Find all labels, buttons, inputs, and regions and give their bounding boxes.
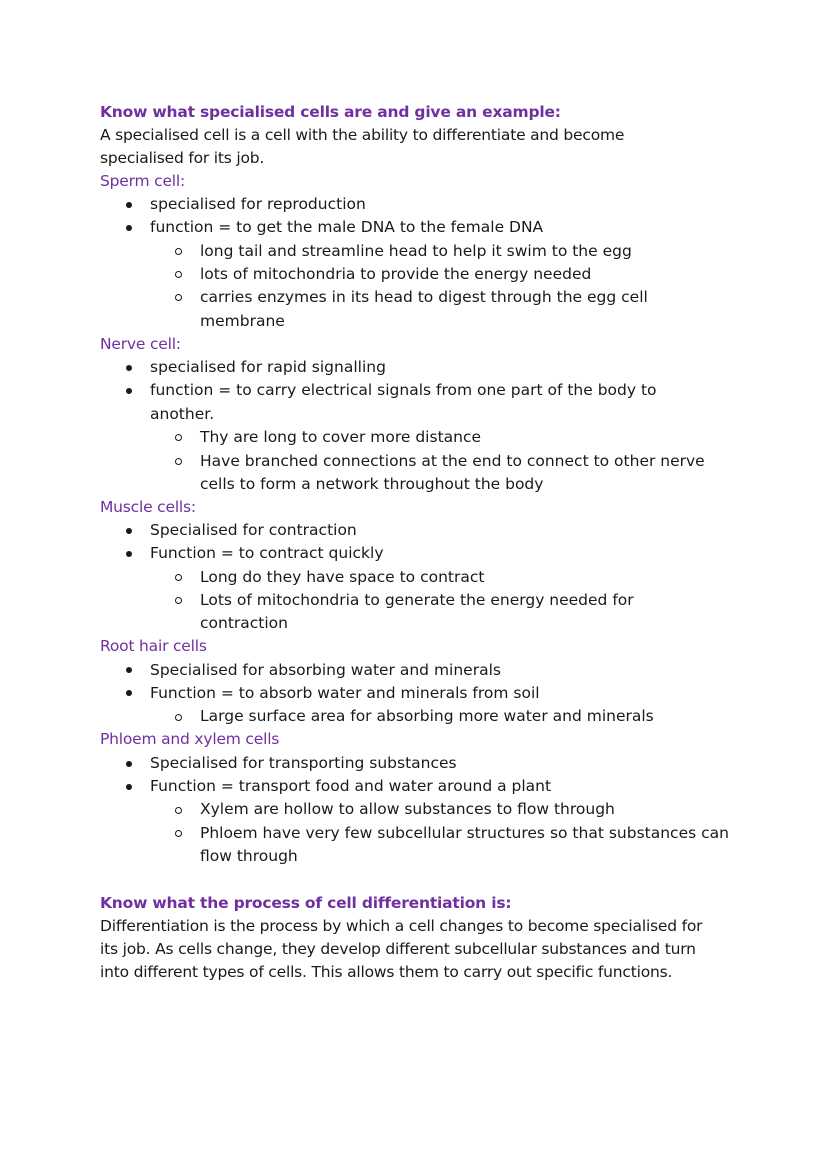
bullet-icon xyxy=(126,690,132,696)
bullet-icon xyxy=(126,202,132,208)
sub-list-item: long tail and streamline head to help it swim to the egg xyxy=(200,242,632,260)
root-hair-cells-title: Root hair cells xyxy=(100,637,207,655)
bullet-icon xyxy=(126,784,132,790)
paragraph-line: into different types of cells. This allows them to carry out specific functions. xyxy=(100,963,673,981)
nerve-cell-title: Nerve cell: xyxy=(100,335,181,353)
sub-bullet-icon xyxy=(175,458,182,465)
sub-list-item: Phloem have very few subcellular structures so that substances can xyxy=(200,824,729,842)
bullet-icon xyxy=(126,528,132,534)
sub-list-item: lots of mitochondria to provide the energy needed xyxy=(200,265,592,283)
sub-bullet-icon xyxy=(175,830,182,837)
sub-bullet-icon xyxy=(175,574,182,581)
sub-list-item: Long do they have space to contract xyxy=(200,568,485,586)
sub-list-item-continued: cells to form a network throughout the body xyxy=(200,475,544,493)
sub-list-item: Xylem are hollow to allow substances to flow through xyxy=(200,800,615,818)
sub-list-item-continued: membrane xyxy=(200,312,285,330)
list-item: specialised for reproduction xyxy=(150,195,366,213)
sperm-cell-title: Sperm cell: xyxy=(100,172,186,190)
list-item: Function = to absorb water and minerals from soil xyxy=(150,684,540,702)
sub-bullet-icon xyxy=(175,248,182,255)
sub-list-item-continued: flow through xyxy=(200,847,298,865)
sub-list-item-continued: contraction xyxy=(200,614,288,632)
bullet-icon xyxy=(126,551,132,557)
bullet-icon xyxy=(126,388,132,394)
sub-list-item: Large surface area for absorbing more water and minerals xyxy=(200,707,654,725)
bullet-icon xyxy=(126,225,132,231)
intro-text-line: A specialised cell is a cell with the ability to differentiate and become xyxy=(100,126,625,144)
list-item: function = to carry electrical signals from one part of the body to xyxy=(150,381,657,399)
list-item-continued: another. xyxy=(150,405,215,423)
sub-list-item: Thy are long to cover more distance xyxy=(200,428,482,446)
sub-bullet-icon xyxy=(175,294,182,301)
list-item: function = to get the male DNA to the female DNA xyxy=(150,218,544,236)
intro-text-line: specialised for its job. xyxy=(100,149,265,167)
paragraph-line: its job. As cells change, they develop different subcellular substances and turn xyxy=(100,940,696,958)
bullet-icon xyxy=(126,365,132,371)
sub-list-item: Have branched connections at the end to connect to other nerve xyxy=(200,452,705,470)
sub-list-item: carries enzymes in its head to digest through the egg cell xyxy=(200,288,648,306)
sub-bullet-icon xyxy=(175,714,182,721)
list-item: Function = to contract quickly xyxy=(150,544,384,562)
list-item: Specialised for contraction xyxy=(150,521,357,539)
bullet-icon xyxy=(126,761,132,767)
list-item: Specialised for transporting substances xyxy=(150,754,457,772)
phloem-xylem-cells-title: Phloem and xylem cells xyxy=(100,730,280,748)
section-heading-specialised-cells: Know what specialised cells are and give an example: xyxy=(100,103,561,121)
sub-bullet-icon xyxy=(175,597,182,604)
sub-bullet-icon xyxy=(175,434,182,441)
sub-bullet-icon xyxy=(175,807,182,814)
list-item: specialised for rapid signalling xyxy=(150,358,386,376)
list-item: Specialised for absorbing water and minerals xyxy=(150,661,501,679)
section-heading-cell-differentiation: Know what the process of cell differentiation is: xyxy=(100,894,512,912)
bullet-icon xyxy=(126,667,132,673)
sub-bullet-icon xyxy=(175,271,182,278)
list-item: Function = transport food and water around a plant xyxy=(150,777,552,795)
muscle-cells-title: Muscle cells: xyxy=(100,498,196,516)
sub-list-item: Lots of mitochondria to generate the energy needed for xyxy=(200,591,634,609)
paragraph-line: Differentiation is the process by which a cell changes to become specialised for xyxy=(100,917,703,935)
